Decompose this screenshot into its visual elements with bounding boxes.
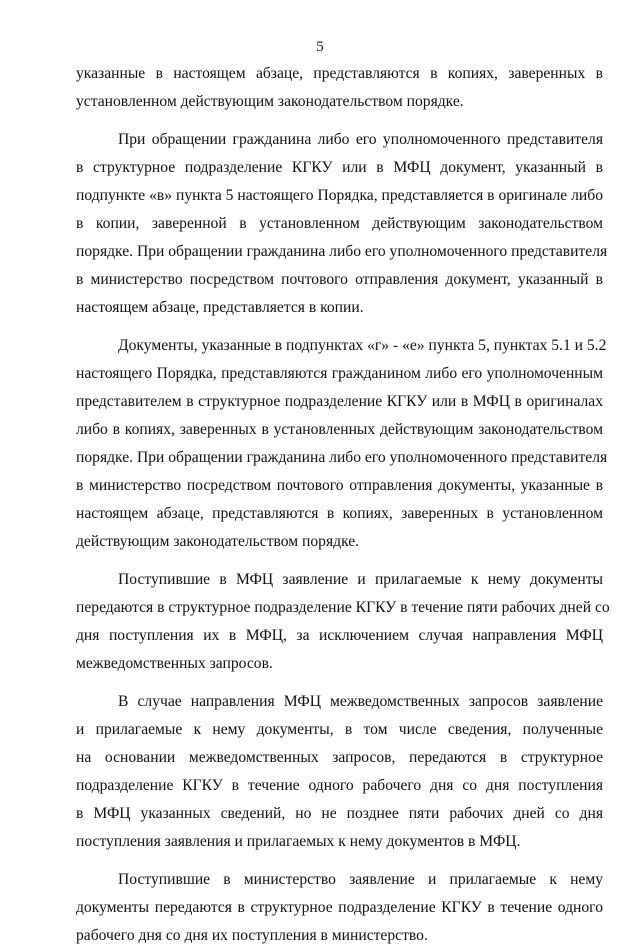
text-line: документы передаются в структурное подразделение КГКУ в течение одного (76, 899, 603, 916)
paragraph (76, 332, 608, 556)
text-line: на основании межведомственных запросов, передаются в структурное (76, 749, 603, 766)
text-line: подпункте «в» пункта 5 настоящего Порядка, представляется в оригинале либо (76, 187, 603, 204)
text-line: в структурное подразделение КГКУ или в МФЦ документ, указанный в (76, 159, 603, 176)
paragraph-gap (76, 678, 603, 688)
paragraph-gap (76, 856, 603, 866)
text-line: представителем в структурное подразделение КГКУ или в МФЦ в оригиналах (76, 393, 603, 410)
text-line: порядке. При обращении гражданина либо его уполномоченного представителя (76, 449, 608, 466)
text-line: настоящего Порядка, представляются гражданином либо его уполномоченным (76, 365, 603, 382)
text-line: либо в копиях, заверенных в установленных действующим законодательством (76, 421, 603, 438)
text-line: дня поступления их в МФЦ, за исключением случая направления МФЦ (76, 627, 603, 644)
text-line: В случае направления МФЦ межведомственных запросов заявление (118, 693, 603, 710)
text-line: в министерство посредством почтового отправления документы, указанные в (76, 477, 603, 494)
text-line: в МФЦ указанных сведений, но не позднее пяти рабочих дней со дня (76, 805, 603, 822)
text-line: Документы, указанные в подпунктах «г» - «е» пункта 5, пунктах 5.1 и 5.2 (118, 337, 607, 354)
paragraph-gap (76, 322, 603, 332)
paragraph (76, 60, 603, 116)
text-line: указанные в настоящем абзаце, представляются в копиях, заверенных в (76, 65, 603, 82)
text-line: поступления заявления и прилагаемых к нему документов в МФЦ. (76, 833, 521, 850)
paragraph-gap (76, 556, 603, 566)
text-line: При обращении гражданина либо его уполномоченного представителя (118, 131, 603, 148)
page-number: 5 (316, 39, 324, 55)
paragraph (76, 688, 603, 856)
text-line: в министерство посредством почтового отправления документ, указанный в (76, 271, 603, 288)
text-line: межведомственных запросов. (76, 655, 273, 672)
text-line: Поступившие в министерство заявление и прилагаемые к нему (118, 871, 603, 888)
text-line: настоящем абзаце, представляются в копиях, заверенных в установленном (76, 505, 603, 522)
text-line: и прилагаемые к нему документы, в том числе сведения, полученные (76, 721, 603, 738)
text-line: Поступившие в МФЦ заявление и прилагаемые к нему документы (118, 571, 603, 588)
paragraph (76, 866, 603, 950)
paragraph-gap (76, 116, 603, 126)
text-line: порядке. При обращении гражданина либо его уполномоченного представителя (76, 243, 608, 260)
paragraph (76, 566, 610, 678)
document-body (76, 60, 610, 950)
text-line: настоящем абзаце, представляется в копии. (76, 299, 364, 316)
text-line: подразделение КГКУ в течение одного рабочего дня со дня поступления (76, 777, 603, 794)
text-line: действующим законодательством порядке. (76, 533, 360, 550)
text-line: установленном действующим законодательством порядке. (76, 93, 464, 110)
paragraph (76, 126, 608, 322)
text-line: рабочего дня со дня их поступления в министерство. (76, 927, 428, 944)
text-line: в копии, заверенной в установленном действующим законодательством (76, 215, 603, 232)
text-line: передаются в структурное подразделение КГКУ в течение пяти рабочих дней со (76, 599, 610, 616)
